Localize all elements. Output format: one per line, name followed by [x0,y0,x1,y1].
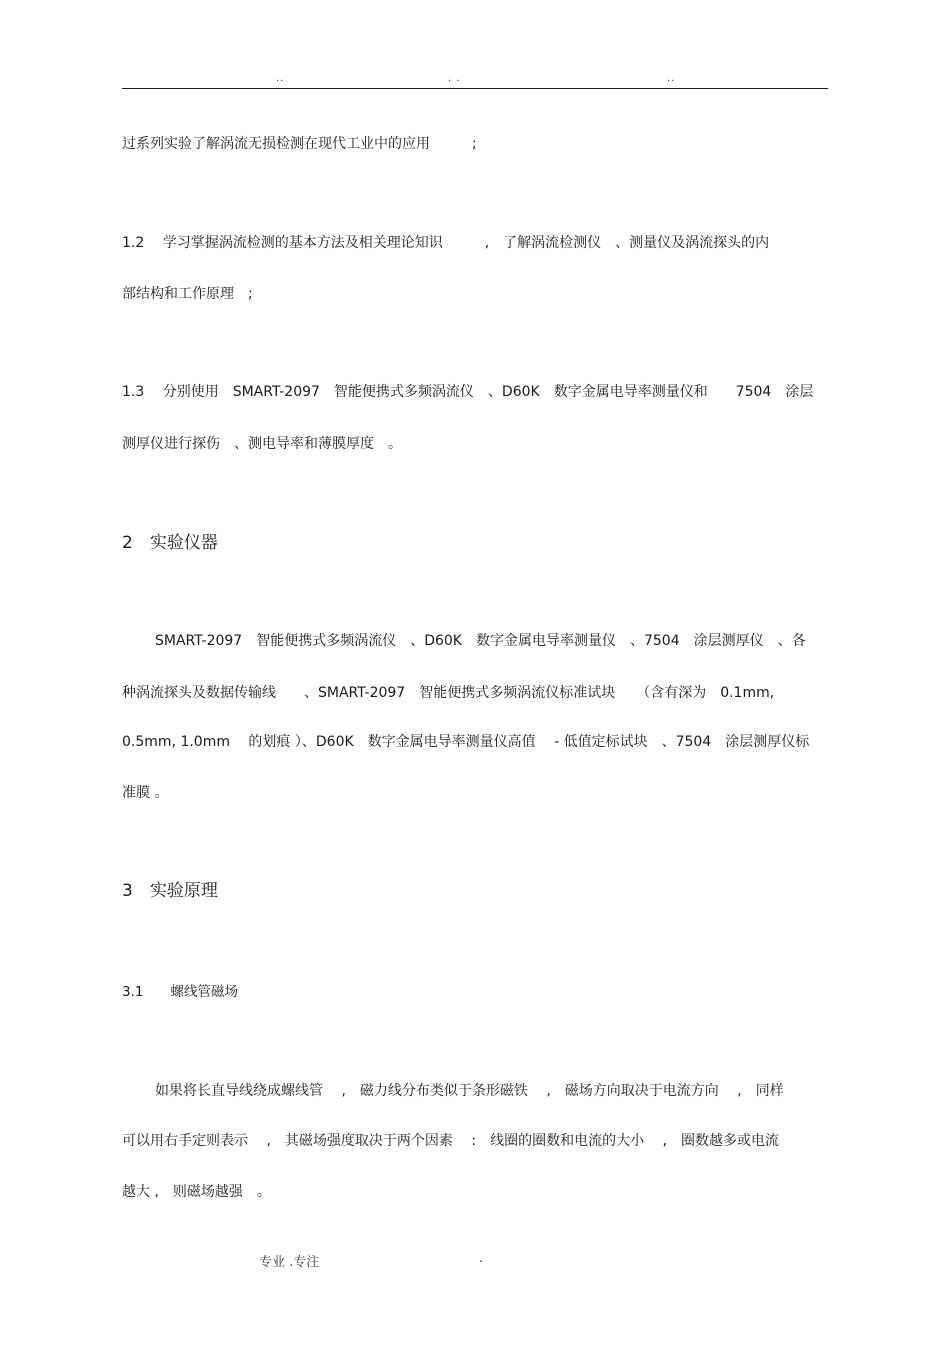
paragraph-line: 部结构和工作原理 ; [122,286,253,302]
header-mark-left: .. [276,73,285,84]
paragraph-line: 1.3 分别使用 SMART-2097 智能便携式多频涡流仪 、D60K 数字金属电导率测量仪和 7504 涂层 [122,384,814,400]
subsection-heading: 3.1 螺线管磁场 [122,984,238,1000]
section-heading: 2 实验仪器 [122,533,218,553]
paragraph-line: 越大 , 则磁场越强 。 [122,1184,271,1200]
footer-right-text: . [479,1251,484,1266]
header-mark-right: .. [667,73,676,84]
paragraph-line: 测厚仪进行探伤 、测电导率和薄膜厚度 。 [122,436,402,452]
paragraph-line: 1.2 学习掌握涡流检测的基本方法及相关理论知识 , 了解涡流检测仪 、测量仪及涡流探头的内 [122,235,770,251]
header-mark-center: . . [448,73,461,84]
paragraph-line: 种涡流探头及数据传输线 、SMART-2097 智能便携式多频涡流仪标准试块 （含有深为 0.1mm, [122,685,775,701]
paragraph-line: 如果将长直导线绕成螺线管 , 磁力线分布类似于条形磁铁 , 磁场方向取决于电流方向 , 同样 [155,1083,784,1099]
section-heading: 3 实验原理 [122,881,218,901]
header-rule [122,88,828,89]
paragraph-line: 准膜 。 [122,785,169,801]
paragraph-line: SMART-2097 智能便携式多频涡流仪 、D60K 数字金属电导率测量仪 、7504 涂层测厚仪 、各 [155,633,806,649]
paragraph-line: 过系列实验了解涡流无损检测在现代工业中的应用 ; [122,136,477,152]
paragraph-line: 0.5mm, 1.0mm 的划痕 ）、D60K 数字金属电导率测量仪高值 - 低值定标试块 、7504 涂层测厚仪标 [122,734,810,750]
paragraph-line: 可以用右手定则表示 , 其磁场强度取决于两个因素 : 线圈的圈数和电流的大小 , 圈数越多或电流 [122,1133,779,1149]
footer-left-text: 专业 .专注 [259,1255,320,1270]
